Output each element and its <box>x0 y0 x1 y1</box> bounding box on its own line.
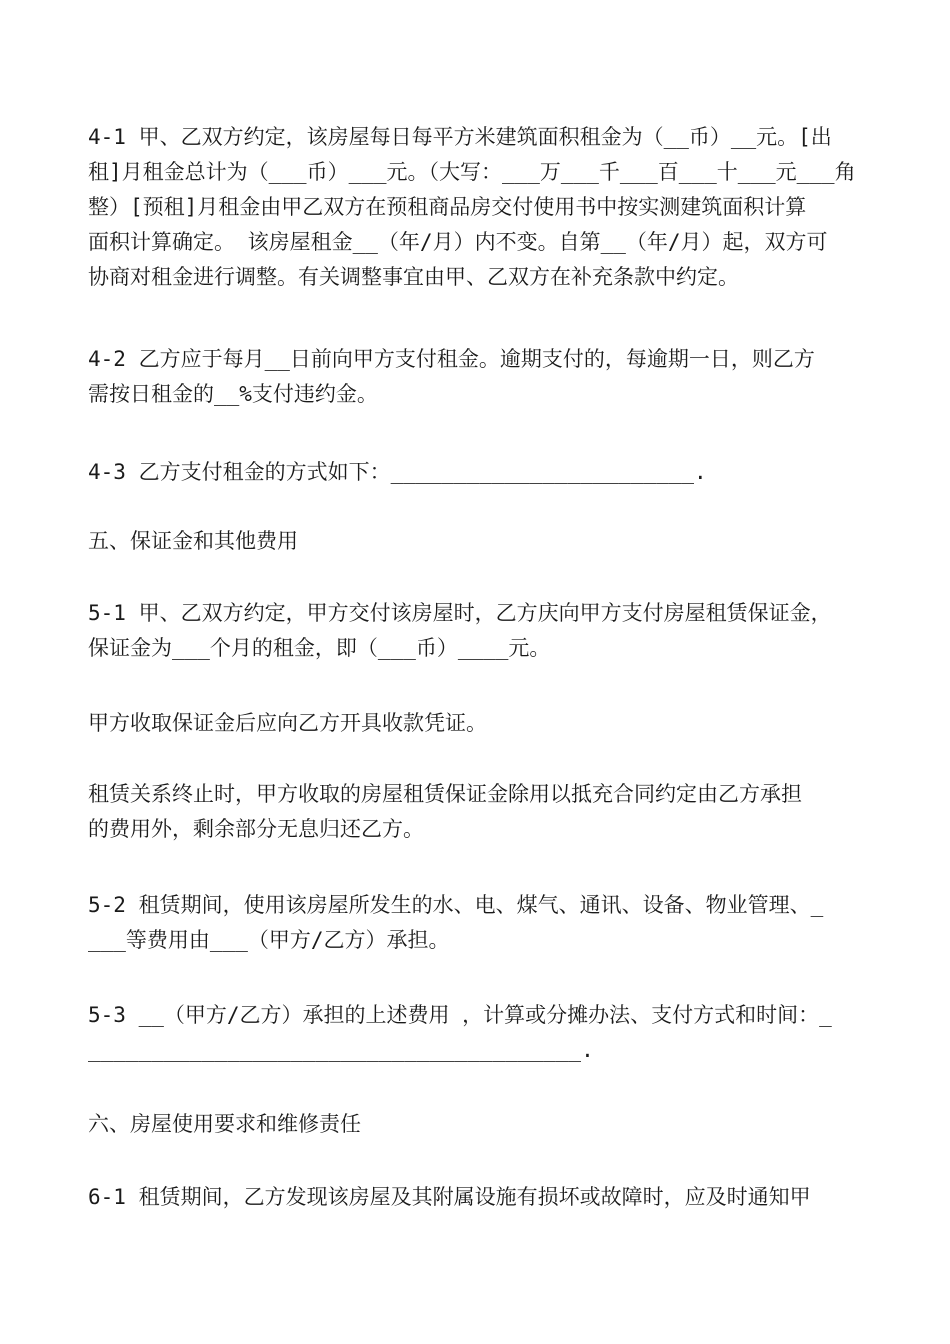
clause-5-1-refund <box>88 777 868 847</box>
clause-5-2-line-1: 5-2 租赁期间，使用该房屋所发生的水、电、煤气、通讯、设备、物业管理、_ <box>88 893 824 917</box>
clause-5-1-receipt-line-1: 甲方收取保证金后应向乙方开具收款凭证。 <box>88 711 487 735</box>
clause-4-1-line-4: 面积计算确定。 该房屋租金__（年/月）内不变。自第__（年/月）起，双方可 <box>88 230 828 254</box>
clause-4-1-line-3: 整）[预租]月租金由甲乙双方在预租商品房交付使用书中按实测建筑面积计算 <box>88 195 807 219</box>
clause-4-3-line-1: 4-3 乙方支付租金的方式如下：________________________. <box>88 460 707 484</box>
clause-5-3 <box>88 998 868 1068</box>
clause-4-1-line-5: 协商对租金进行调整。有关调整事宜由甲、乙双方在补充条款中约定。 <box>88 265 739 289</box>
clause-5-1-refund-line-1: 租赁关系终止时，甲方收取的房屋租赁保证金除用以抵充合同约定由乙方承担 <box>88 782 802 806</box>
clause-5-1-refund-line-2: 的费用外，剩余部分无息归还乙方。 <box>88 817 424 841</box>
clause-4-2 <box>88 342 868 412</box>
clause-4-1-line-2: 租]月租金总计为（___币）___元。（大写：___万___千___百___十___元___角 <box>88 160 856 184</box>
clause-4-2-line-1: 4-2 乙方应于每月__日前向甲方支付租金。逾期支付的，每逾期一日，则乙方 <box>88 347 815 371</box>
clause-4-2-line-2: 需按日租金的__%支付违约金。 <box>88 382 378 406</box>
clause-5-2-line-2: ___等费用由___（甲方/乙方）承担。 <box>88 928 450 952</box>
clause-5-1-line-1: 5-1 甲、乙双方约定，甲方交付该房屋时，乙方庆向甲方支付房屋租赁保证金， <box>88 601 832 625</box>
clause-5-1-receipt <box>88 706 868 741</box>
clause-5-1-line-2: 保证金为___个月的租金，即（___币）____元。 <box>88 636 551 660</box>
clause-6-1-line-1: 6-1 租赁期间，乙方发现该房屋及其附属设施有损坏或故障时，应及时通知甲 <box>88 1185 811 1209</box>
clause-5-1 <box>88 596 868 666</box>
clause-4-1 <box>88 120 868 295</box>
section-6-heading: 六、房屋使用要求和维修责任 <box>88 1112 361 1136</box>
clause-4-1-line-1: 4-1 甲、乙双方约定，该房屋每日每平方米建筑面积租金为（__币）__元。[出 <box>88 125 832 149</box>
clause-6-1 <box>88 1180 868 1215</box>
clause-5-3-line-2: _______________________________________. <box>88 1038 594 1062</box>
clause-5-3-line-1: 5-3 __（甲方/乙方）承担的上述费用 ，计算或分摊办法、支付方式和时间：_ <box>88 1003 832 1027</box>
clause-5-2 <box>88 888 868 958</box>
section-5-heading: 五、保证金和其他费用 <box>88 529 298 553</box>
clause-4-3 <box>88 455 868 490</box>
